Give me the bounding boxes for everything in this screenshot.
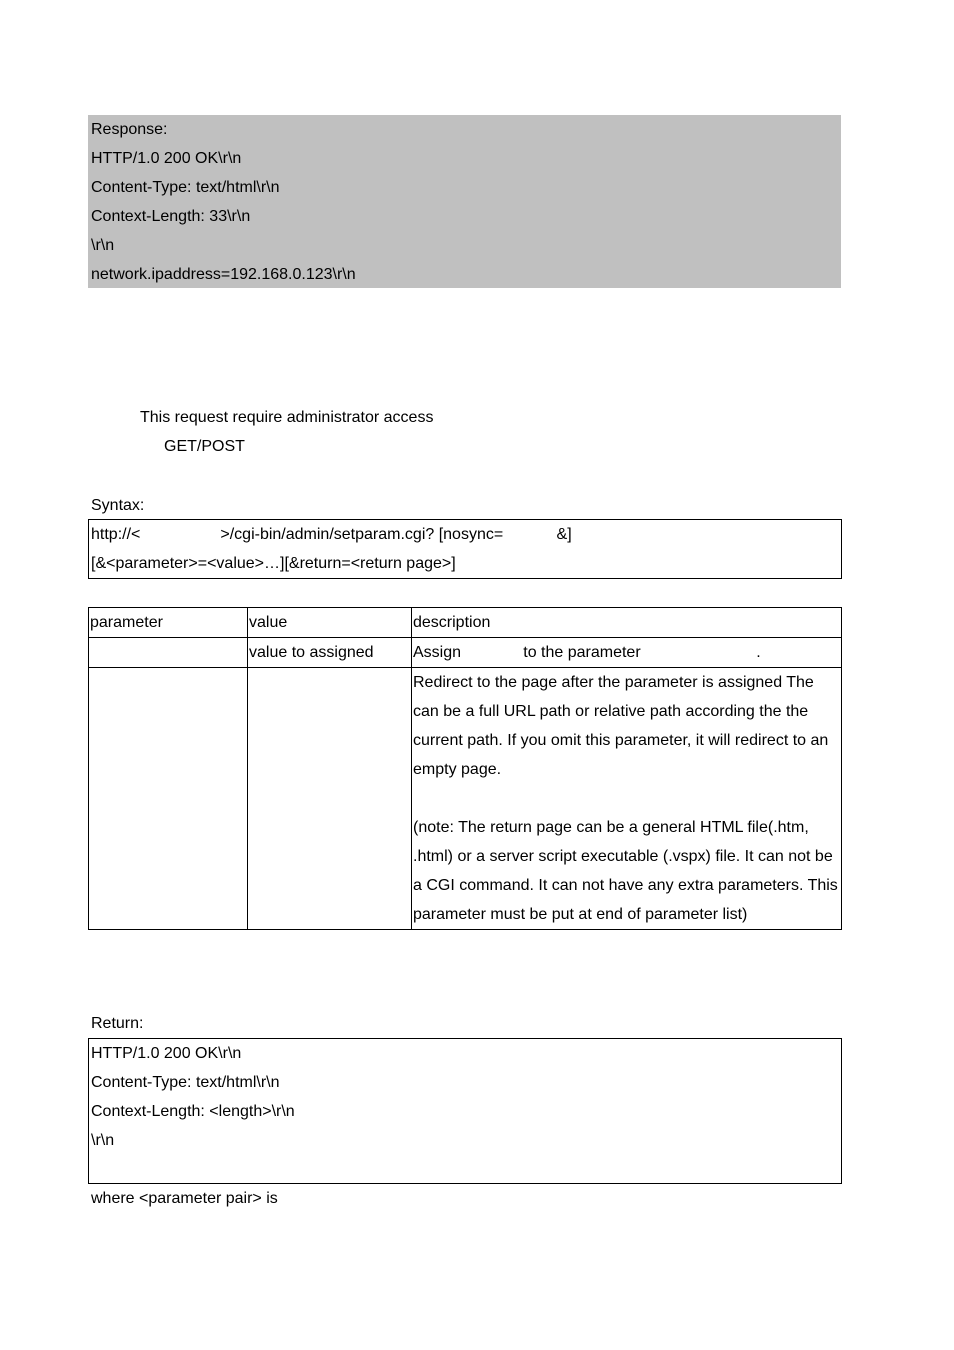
intro-section xyxy=(140,403,433,461)
response-example-box xyxy=(88,115,841,288)
row1-description xyxy=(412,638,842,668)
row2-description-p2: (note: The return page can be a general HTML file(.htm, .html) or a server script executable (.vspx) file. It can not be a CGI command. It can not have any extra parameters. This parameter must be put at end of parameter list) xyxy=(413,819,838,923)
header-value: value xyxy=(248,608,412,638)
access-note: This request require administrator access xyxy=(140,409,434,426)
row1-parameter xyxy=(89,638,248,668)
paragraph-spacer xyxy=(413,784,840,813)
response-content-type: Content-Type: text/html\r\n xyxy=(91,179,280,196)
method-text: GET/POST xyxy=(164,438,245,455)
syntax-box xyxy=(88,519,842,579)
return-content-type: Content-Type: text/html\r\n xyxy=(91,1074,280,1091)
row2-description xyxy=(412,668,842,930)
response-label: Response: xyxy=(91,121,168,138)
table-row xyxy=(89,668,842,930)
response-status-line: HTTP/1.0 200 OK\r\n xyxy=(91,150,242,167)
table-header-row xyxy=(89,608,842,638)
row1-value: value to assigned xyxy=(248,638,412,668)
response-blank-line: \r\n xyxy=(91,237,115,254)
row2-parameter xyxy=(89,668,248,930)
syntax-line-1: http://< >/cgi-bin/admin/setparam.cgi? [nosync= &] xyxy=(91,526,572,543)
table-row xyxy=(89,638,842,668)
header-parameter: parameter xyxy=(89,608,248,638)
header-description: description xyxy=(412,608,842,638)
row1-description-text: Assign to the parameter . xyxy=(413,644,761,661)
syntax-label: Syntax: xyxy=(91,497,145,514)
syntax-line-2: [&<parameter>=<value>…][&return=<return page>] xyxy=(91,555,456,572)
parameter-table xyxy=(88,607,842,930)
return-label: Return: xyxy=(91,1015,144,1032)
return-content-length: Context-Length: <length>\r\n xyxy=(91,1103,295,1120)
response-body: network.ipaddress=192.168.0.123\r\n xyxy=(91,266,356,283)
response-content-length: Context-Length: 33\r\n xyxy=(91,208,251,225)
row2-value xyxy=(248,668,412,930)
where-text: where <parameter pair> is xyxy=(91,1190,278,1207)
return-status-line: HTTP/1.0 200 OK\r\n xyxy=(91,1045,242,1062)
return-box xyxy=(88,1038,842,1184)
row2-description-p1: Redirect to the page after the parameter is assigned The can be a full URL path or relative path according the the current path. If you omit this parameter, it will redirect to an empty page. xyxy=(413,674,829,778)
return-blank-line: \r\n xyxy=(91,1132,115,1149)
